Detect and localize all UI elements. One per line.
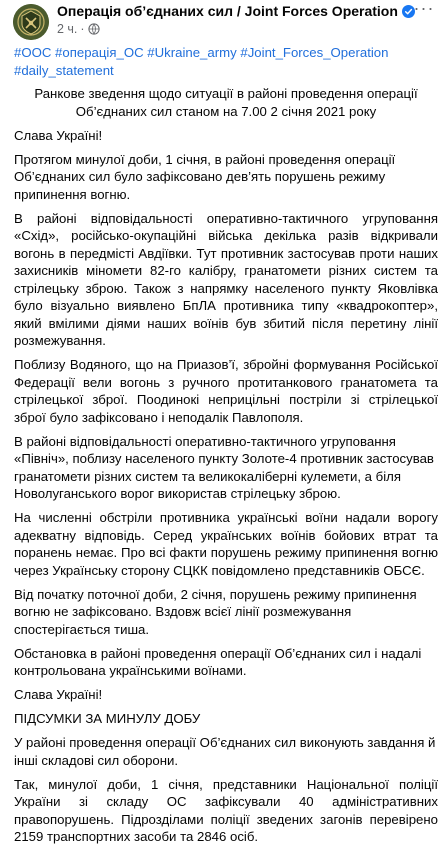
hashtag-link[interactable]: #Joint_Forces_Operation — [240, 45, 389, 60]
post-paragraph: Так, минулої доби, 1 січня, представники Національної поліції України зі складу ОС зафіксували 40 адміністративних правопорушень. Підрозділами поліції зведених загонів перевірено 2159 транспортних засоби та 2846 осіб. — [14, 776, 438, 844]
hashtag-link[interactable]: #daily_statement — [14, 62, 114, 78]
post-header — [0, 0, 444, 44]
post-paragraph: Поблизу Водяного, що на Приазов’ї, збройні формування Російської Федерації вели вогонь з ручного протитанкового гранатомета та стрілецької зброї. Поодинокі неприцільні постріли зі стрілецької зброї було зафіксовано і неподалік Павлополя. — [14, 357, 438, 425]
post-content — [14, 44, 438, 852]
hashtag-link[interactable]: #ООС — [14, 45, 52, 60]
post-paragraph: У районі проведення операції Об’єднаних сил виконують завдання й інші складові сил оборони. — [14, 735, 436, 768]
post-paragraph: Слава Україні! — [14, 127, 103, 143]
post-paragraph: В районі відповідальності оперативно-тактичного угруповання «Схід», російсько-окупаційні війська декілька разів відкривали вогонь в передмісті Авдіївки. Тут противник застосував проти наших захисників міномети 82-го калібру, гранатомети різних систем та стрілецьку зброю. Також з напрямку населеного пункту Яковлівка було візуально виявлено БпЛА противника типу «квадрокоптер», який вмілими діями наших воїнів був збитий після перетину лінії розмежування. — [14, 210, 438, 348]
joint-forces-emblem-icon — [13, 4, 49, 40]
section-heading: ПІДСУМКИ ЗА МИНУЛУ ДОБУ — [14, 711, 201, 726]
post-headline: Ранкове зведення щодо ситуації в районі проведення операції Об’єднаних сил станом на 7.00 2 січня 2021 року — [34, 86, 418, 119]
hashtag-link[interactable]: #Ukraine_army — [147, 45, 237, 60]
post-paragraph: Слава Україні! — [14, 687, 103, 702]
page-avatar[interactable] — [13, 4, 49, 40]
hashtag-link[interactable]: #операція_ОС — [55, 45, 144, 60]
post-timestamp[interactable]: 2 ч. — [57, 22, 78, 36]
meta-separator: · — [80, 22, 85, 36]
post-paragraph: Від початку поточної доби, 2 січня, порушень режиму припинення вогню не зафіксовано. Вздовж всієї лінії розмежування спостерігається тиша. — [14, 586, 417, 637]
post-paragraph: На численні обстріли противника українські воїни надали ворогу адекватну відповідь. Серед українських воїнів бойових втрат та поранень немає. Про всі факти порушень режиму припинення вогню через Українську сторону СЦКК повідомлено представників ОБСЄ. — [14, 510, 438, 578]
post-meta — [57, 21, 100, 39]
page-name-text[interactable]: Операція об’єднаних сил / Joint Forces Operation — [57, 3, 398, 19]
post-paragraph: В районі відповідальності оперативно-тактичного угруповання «Північ», поблизу населеного пункту Золоте-4 противник застосував гранатомети різних систем та великокаліберні кулемети, а біля Новолуганського ворог використав стрілецьку зброю. — [14, 433, 434, 501]
globe-icon[interactable] — [88, 23, 100, 39]
more-options-icon[interactable]: ··· — [413, 0, 435, 18]
hashtags — [14, 44, 438, 79]
post-paragraph: Обстановка в районі проведення операції Об’єднаних сил і надалі контрольована українськими воїнами. — [14, 645, 422, 678]
post-paragraph: Протягом минулої доби, 1 січня, в районі проведення операції Об’єднаних сил було зафіксовано дев’ять порушень режиму припинення вогню. — [14, 151, 396, 202]
page-name[interactable] — [57, 3, 415, 22]
